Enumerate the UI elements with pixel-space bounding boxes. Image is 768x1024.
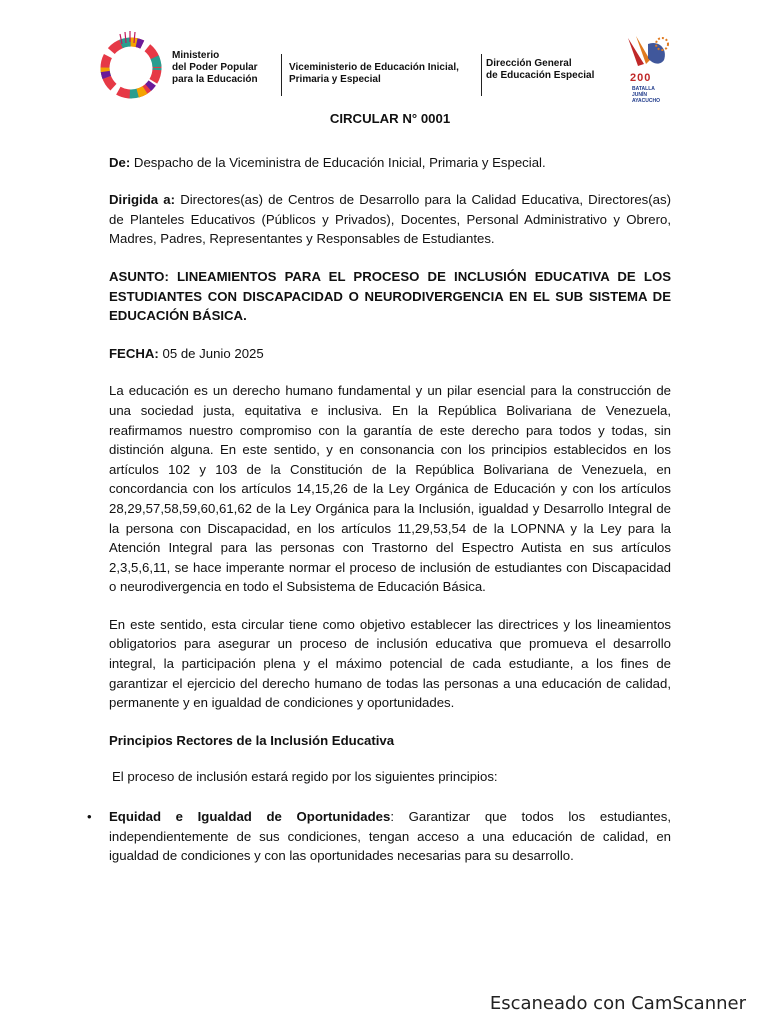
date-line [109,344,671,364]
ministry-line: para la Educación [172,74,258,85]
subject-paragraph: ASUNTO: LINEAMIENTOS PARA EL PROCESO DE INCLUSIÓN EDUCATIVA DE LOS ESTUDIANTES CON DISCAPACIDAD O NEURODIVERGENCIA EN EL SUB SISTEMA DE EDUCACIÓN BÁSICA. [109,268,671,324]
sender-text: Despacho de la Viceministra de Educación Inicial, Primaria y Especial. [133,154,546,170]
sender-label: De: [109,154,131,170]
ministry-line: Ministerio [172,50,220,61]
bullet-icon: • [87,809,92,825]
dir-line: de Educación Especial [486,70,595,81]
body-paragraph-2: En este sentido, esta circular tiene como objetivo establecer las directrices y los lineamientos obligatorios para asegurar un proceso de inclusión educativa que promueva el desarrollo integral, la participación plena y el máximo potencial de cada estudiante, a los fines de garantizar el ejercicio del derecho humano de todas las personas a una educación de calidad, permanente y en igualdad de condiciones y oportunidades. [109,616,671,711]
direction-name [486,58,594,82]
recipients-paragraph [109,190,671,249]
ministry-name [172,50,258,86]
header-divider [281,54,282,96]
body-paragraph-1: La educación es un derecho humano fundamental y un pilar esencial para la construcción de una sociedad justa, equitativa e inclusiva. En la República Bolivariana de Venezuela, reafirmamos nuestro compromiso con la garantía de este derecho para todos y todas, sin distinción alguna. En este sentido, y en consonancia con los principios establecidos en los artículos 102 y 103 de la Constitución de la República Bolivariana de Venezuela, en concordancia con los artículos 14,15,26 de la Ley Orgánica de Educación y con los artículos 28,29,57,58,59,60,61,62 de la Ley Orgánica para la Inclusión, igualdad y Desarrollo Integral de la persona con Discapacidad, en los artículos 11,29,53,54 de la LOPNNA y la Ley para la Atención Integral para las personas con Trastorno del Espectro Autista en sus artículos 2,3,5,6,11, se hace imperante normar el proceso de inclusión de estudiantes con Discapacidad o neurodivergencia en todo el Subsistema de Educación Básica. [109,383,671,595]
header-divider [481,54,482,96]
logo-subtext-line: BATALLA [632,86,655,92]
vice-line: Viceministerio de Educación Inicial, [289,62,459,73]
bullet-text: : Garantizar que todos los estudiantes, independientemente de sus condiciones, tengan acceso a una educación de calidad, en igualdad de condiciones y con las oportunidades necesarias para su desarrollo. [109,809,671,864]
dir-line: Dirección General [486,58,572,69]
logo-subtext-line: JUNÍN [632,92,648,98]
recipients-text: Directores(as) de Centros de Desarrollo para la Calidad Educativa, Directores(as) de Planteles Educativos (Públicos y Privados), Docentes, Personal Administrativo y Obrero, Madres, Padres, Representantes y Responsables de Estudiantes. [109,192,671,247]
scanner-watermark: Escaneado con CamScanner [489,993,746,1014]
section-heading: Principios Rectores de la Inclusión Educativa [109,732,395,748]
date-text: 05 de Junio 2025 [162,345,264,361]
principles-intro: El proceso de inclusión estará regido por los siguientes principios: [112,769,498,785]
vice-line: Primaria y Especial [289,74,381,85]
logo-year: 200 [630,72,652,84]
principle-bullet [87,807,671,866]
logo-subtext [632,86,660,104]
recipients-label: Dirigida a: [109,192,175,208]
letterhead [0,0,768,110]
bullet-label: Equidad e Igualdad de Oportunidades [109,809,391,825]
viceministry-name [289,62,459,86]
circular-title: CIRCULAR N° 0001 [329,111,451,126]
sender-line [109,153,671,173]
ministry-logo-icon [96,30,166,100]
logo-subtext-line: AYACUCHO [632,98,660,104]
document-body [87,106,671,866]
date-label: FECHA: [109,345,159,361]
ministry-line: del Poder Popular [172,62,258,73]
